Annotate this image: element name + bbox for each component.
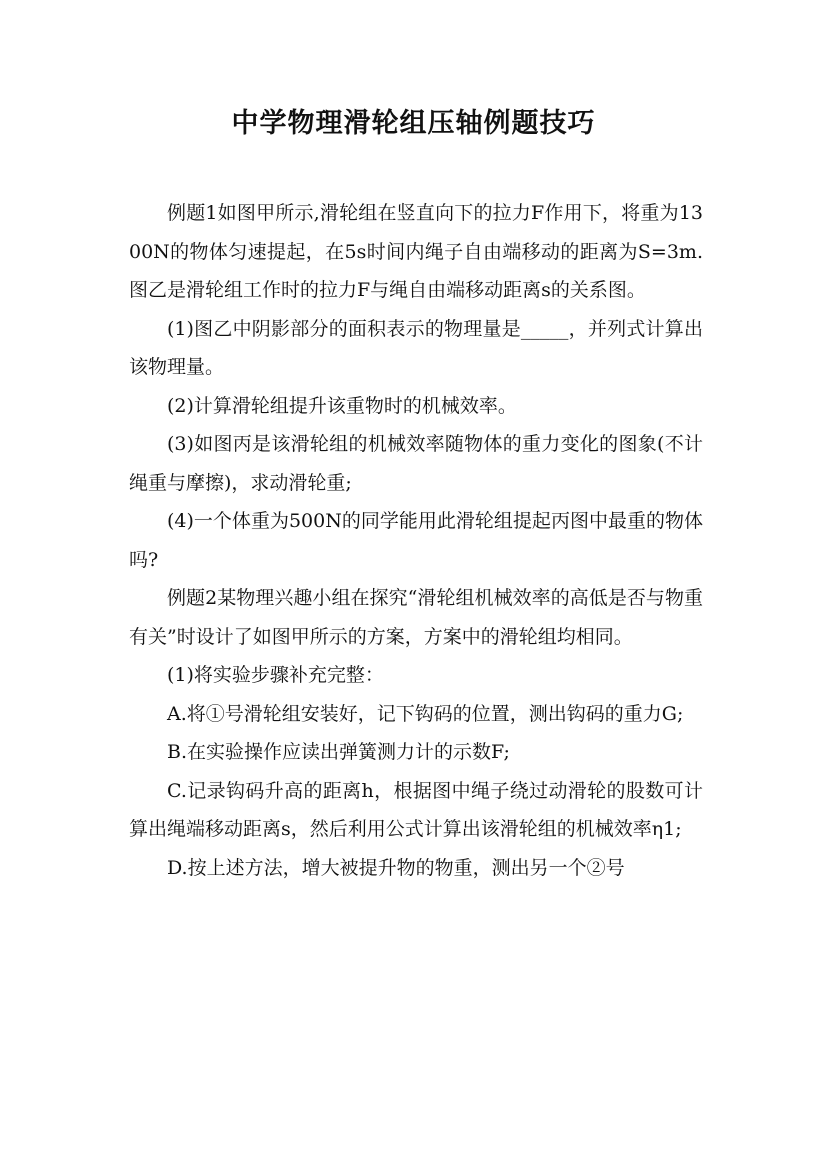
paragraph-step-a: A.将①号滑轮组安装好，记下钩码的位置，测出钩码的重力G;: [167, 702, 684, 725]
paragraph-step-c: C.记录钩码升高的距离h，根据图中绳子绕过动滑轮的股数可计算出绳端移动距离s，然后利用公式计算出该滑轮组的机械效率η1;: [129, 779, 703, 840]
paragraph-question-1: (1)图乙中阴影部分的面积表示的物理量是_____，并列式计算出该物理量。: [129, 317, 703, 378]
document-title: 中学物理滑轮组压轴例题技巧: [231, 108, 596, 139]
paragraph-example-1-intro: 例题1如图甲所示,滑轮组在竖直向下的拉力F作用下，将重为1300N的物体匀速提起，在5s时间内绳子自由端移动的距离为S=3m.图乙是滑轮组工作时的拉力F与绳自由端移动距离s的关系图。: [129, 202, 703, 301]
paragraph-step-d: D.按上述方法，增大被提升物的物重，测出另一个②号: [167, 856, 625, 879]
paragraph-question-4: (4)一个体重为500N的同学能用此滑轮组提起丙图中最重的物体吗?: [129, 510, 703, 571]
paragraph-step-b: B.在实验操作应读出弹簧测力计的示数F;: [167, 741, 510, 763]
document-body: [129, 194, 703, 887]
paragraph-step-heading: (1)将实验步骤补充完整：: [167, 664, 384, 686]
paragraph-question-3: (3)如图丙是该滑轮组的机械效率随物体的重力变化的图象(不计绳重与摩擦)，求动滑轮重;: [129, 433, 703, 494]
paragraph-example-2-intro: 例题2某物理兴趣小组在探究“滑轮组机械效率的高低是否与物重有关”时设计了如图甲所示的方案，方案中的滑轮组均相同。: [129, 587, 703, 648]
paragraph-question-2: (2)计算滑轮组提升该重物时的机械效率。: [167, 394, 517, 417]
